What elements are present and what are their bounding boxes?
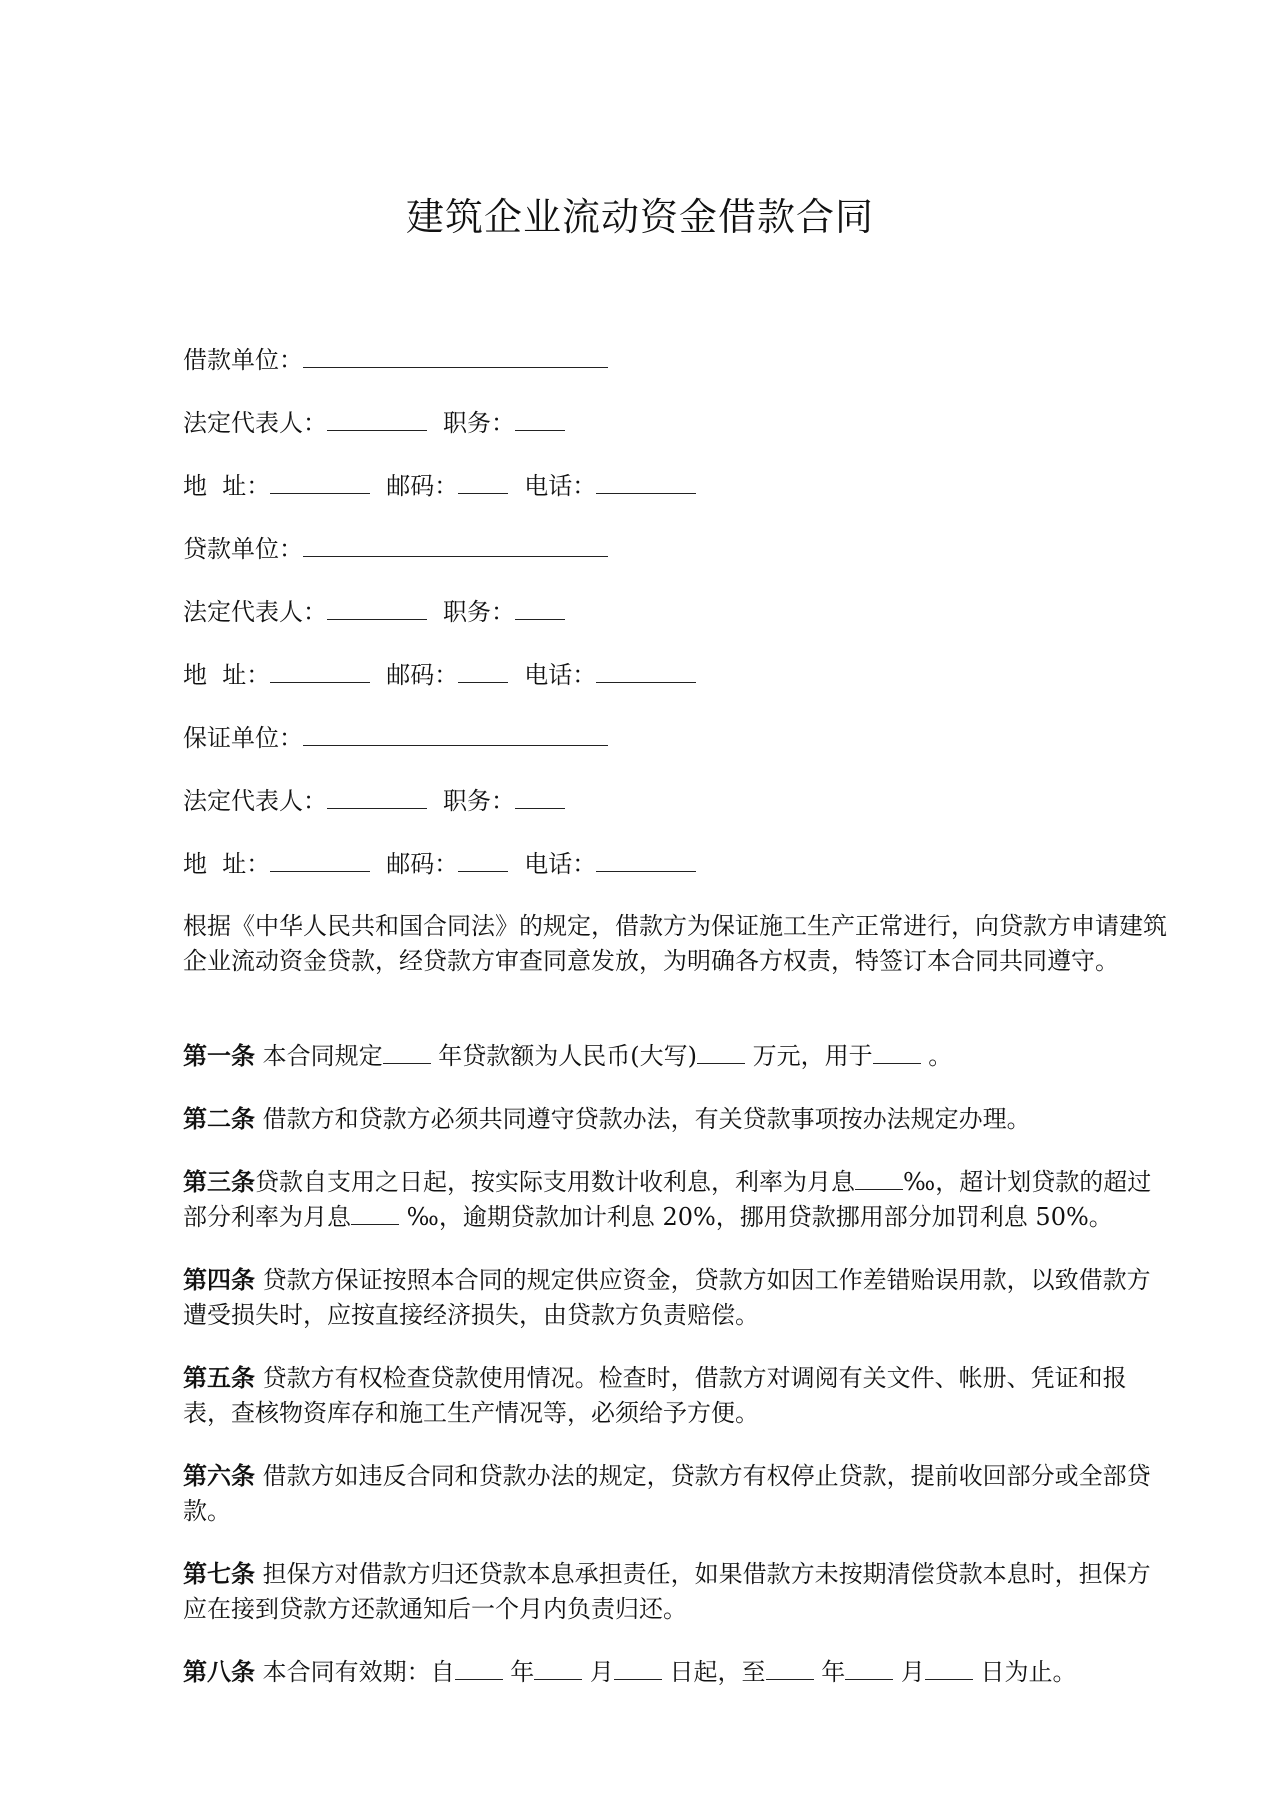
- article-5-text: 贷款方有权检查贷款使用情况。检查时，借款方对调阅有关文件、帐册、凭证和报表，查核物资库存和施工生产情况等，必须给予方便。: [183, 1364, 1127, 1427]
- guarantor-rep-row: [183, 786, 565, 816]
- article-5-title: 第五条: [183, 1363, 255, 1392]
- article-1-text: 万元，用于: [745, 1042, 873, 1070]
- purpose-blank[interactable]: [873, 1041, 921, 1064]
- postcode-blank[interactable]: [458, 471, 508, 494]
- article-8: [183, 1654, 1173, 1690]
- article-3-title: 第三条: [183, 1167, 255, 1196]
- article-5: [183, 1360, 1173, 1431]
- rep-blank[interactable]: [327, 597, 427, 620]
- article-3-text: ‰，逾期贷款加计利息 20%，挪用贷款挪用部分加罚利息 50%。: [399, 1203, 1113, 1231]
- article-8-text: 日起，至: [661, 1658, 766, 1686]
- article-8-text: 年: [813, 1658, 846, 1686]
- lender-address-row: [183, 660, 696, 690]
- postcode-label: 邮码：: [386, 850, 459, 878]
- lender-rep-row: [183, 597, 565, 627]
- borrower-blank[interactable]: [303, 345, 608, 368]
- article-6-text: 借款方如违反合同和贷款办法的规定，贷款方有权停止贷款，提前收回部分或全部贷款。: [183, 1462, 1151, 1525]
- rep-label: 法定代表人：: [183, 787, 327, 815]
- postcode-label: 邮码：: [386, 661, 459, 689]
- article-1-text: 。: [920, 1042, 953, 1070]
- start-day-blank[interactable]: [614, 1657, 662, 1680]
- address-blank[interactable]: [270, 660, 370, 683]
- rate-blank[interactable]: [855, 1167, 903, 1190]
- phone-label: 电话：: [524, 472, 597, 500]
- guarantor-blank[interactable]: [303, 723, 608, 746]
- phone-label: 电话：: [524, 850, 597, 878]
- article-6: [183, 1458, 1173, 1529]
- borrower-label: 借款单位：: [183, 346, 303, 374]
- postcode-label: 邮码：: [386, 472, 459, 500]
- position-blank[interactable]: [515, 597, 565, 620]
- amount-blank[interactable]: [697, 1041, 745, 1064]
- rep-blank[interactable]: [327, 408, 427, 431]
- address-blank[interactable]: [270, 471, 370, 494]
- rep-blank[interactable]: [327, 786, 427, 809]
- article-2-text: 借款方和贷款方必须共同遵守贷款办法，有关贷款事项按办法规定办理。: [255, 1105, 1031, 1133]
- phone-blank[interactable]: [596, 660, 696, 683]
- article-1-title: 第一条: [183, 1041, 255, 1070]
- position-label: 职务：: [443, 409, 515, 437]
- start-month-blank[interactable]: [534, 1657, 582, 1680]
- position-label: 职务：: [443, 787, 515, 815]
- preamble-paragraph: 根据《中华人民共和国合同法》的规定，借款方为保证施工生产正常进行，向贷款方申请建筑企业流动资金贷款，经贷款方审查同意发放，为明确各方权责，特签订本合同共同遵守。: [183, 912, 1167, 975]
- end-day-blank[interactable]: [925, 1657, 973, 1680]
- position-blank[interactable]: [515, 408, 565, 431]
- lender-blank[interactable]: [303, 534, 608, 557]
- article-8-text: 年: [502, 1658, 535, 1686]
- article-7-text: 担保方对借款方归还贷款本息承担责任，如果借款方未按期清偿贷款本息时，担保方应在接到贷款方还款通知后一个月内负责归还。: [183, 1560, 1151, 1623]
- lender-label: 贷款单位：: [183, 535, 303, 563]
- phone-blank[interactable]: [596, 471, 696, 494]
- borrower-address-row: [183, 471, 696, 501]
- article-2-title: 第二条: [183, 1104, 255, 1133]
- article-4-text: 贷款方保证按照本合同的规定供应资金，贷款方如因工作差错贻误用款，以致借款方遭受损失时，应按直接经济损失，由贷款方负责赔偿。: [183, 1266, 1151, 1329]
- article-4-title: 第四条: [183, 1265, 255, 1294]
- guarantor-label: 保证单位：: [183, 724, 303, 752]
- position-label: 职务：: [443, 598, 515, 626]
- phone-label: 电话：: [524, 661, 597, 689]
- phone-blank[interactable]: [596, 849, 696, 872]
- postcode-blank[interactable]: [458, 660, 508, 683]
- address-label: 地 址：: [183, 850, 271, 878]
- overplan-rate-blank[interactable]: [351, 1202, 399, 1225]
- article-8-text: 本合同有效期：自: [255, 1658, 455, 1686]
- end-month-blank[interactable]: [845, 1657, 893, 1680]
- article-2: [183, 1101, 1173, 1137]
- article-8-text: 日为止。: [972, 1658, 1077, 1686]
- position-blank[interactable]: [515, 786, 565, 809]
- article-8-text: 月: [893, 1658, 925, 1686]
- address-label: 地 址：: [183, 472, 271, 500]
- rep-label: 法定代表人：: [183, 409, 327, 437]
- article-6-title: 第六条: [183, 1461, 255, 1490]
- article-8-text: 月: [582, 1658, 614, 1686]
- borrower-rep-row: [183, 408, 565, 438]
- article-1-text: 年贷款额为人民币(大写): [430, 1042, 697, 1070]
- article-1-text: 本合同规定: [255, 1042, 383, 1070]
- article-3-text: 贷款自支用之日起，按实际支用数计收利息，利率为月息: [255, 1168, 855, 1196]
- year-blank[interactable]: [383, 1041, 431, 1064]
- rep-label: 法定代表人：: [183, 598, 327, 626]
- article-7: [183, 1556, 1173, 1627]
- document-title: 建筑企业流动资金借款合同: [405, 195, 874, 239]
- article-7-title: 第七条: [183, 1559, 255, 1588]
- article-4: [183, 1262, 1173, 1333]
- address-blank[interactable]: [270, 849, 370, 872]
- borrower-row: [183, 345, 608, 375]
- postcode-blank[interactable]: [458, 849, 508, 872]
- end-year-blank[interactable]: [766, 1657, 814, 1680]
- article-8-title: 第八条: [183, 1657, 255, 1686]
- lender-row: [183, 534, 608, 564]
- start-year-blank[interactable]: [455, 1657, 503, 1680]
- guarantor-address-row: [183, 849, 696, 879]
- article-1: [183, 1038, 1173, 1074]
- article-3-text: ‰，超计划贷款的超过部分利率为月息: [183, 1168, 1152, 1231]
- address-label: 地 址：: [183, 661, 271, 689]
- article-3: [183, 1164, 1173, 1235]
- guarantor-row: [183, 723, 608, 753]
